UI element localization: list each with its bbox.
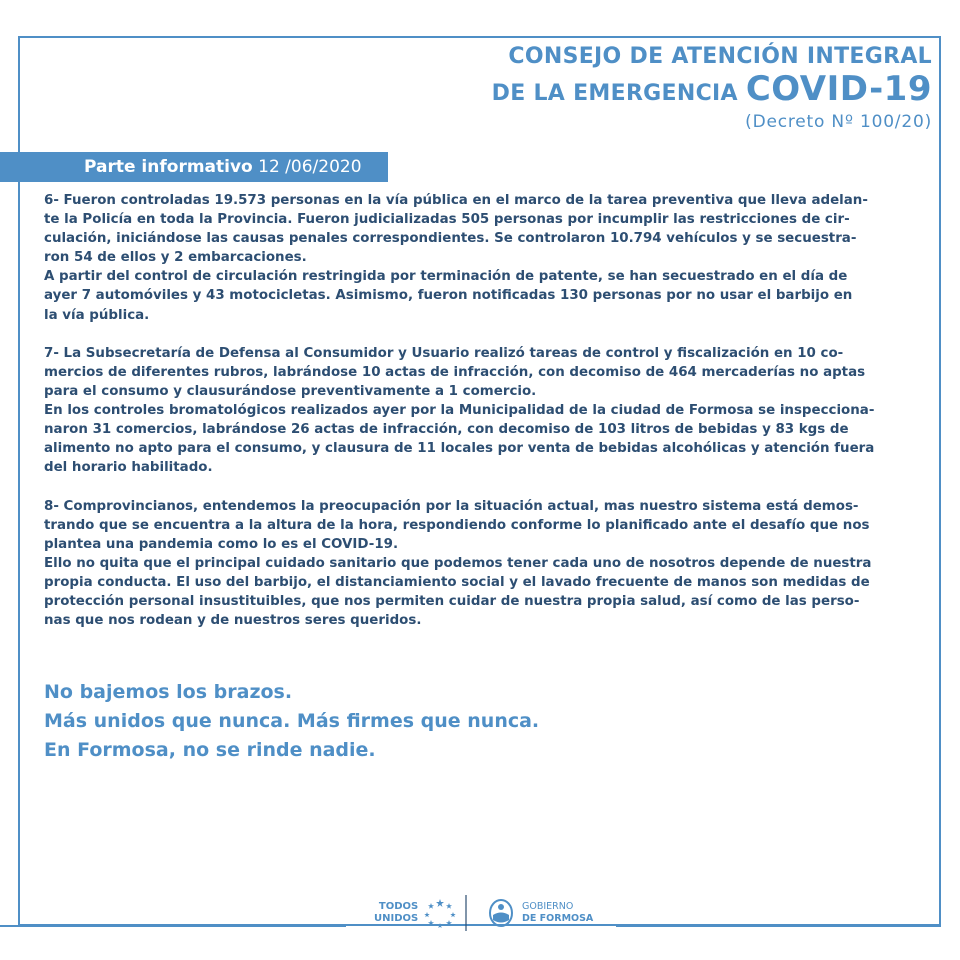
body-line: plantea una pandemia como lo es el COVID-19. <box>44 536 399 552</box>
paragraph-6 <box>44 191 914 325</box>
header-title-line1: CONSEJO DE ATENCIÓN INTEGRAL <box>508 44 932 69</box>
body-line: la vía pública. <box>44 307 150 323</box>
body-line: ron 54 de ellos y 2 embarcaciones. <box>44 250 307 266</box>
body-line: te la Policía en toda la Provincia. Fueron judicializadas 505 personas por incumplir las restricciones de cir- <box>44 212 850 228</box>
shield-icon <box>488 898 514 928</box>
footer-rule-right <box>616 925 941 927</box>
body-line: del horario habilitado. <box>44 460 213 476</box>
header-covid-title: COVID-19 <box>745 69 932 109</box>
todos-label: TODOS <box>378 901 419 912</box>
closing-line: En Formosa, no se rinde nadie. <box>44 739 376 761</box>
body-line: ayer 7 automóviles y 43 motocicletas. Asimismo, fueron notificadas 130 personas por no usar el barbijo en <box>44 288 853 304</box>
closing-line: No bajemos los brazos. <box>44 681 293 703</box>
body-line: naron 31 comercios, labrándose 26 actas de infracción, con decomiso de 103 litros de bebidas y 83 kgs de <box>44 422 849 438</box>
paragraph-7 <box>44 344 914 478</box>
body-line: para el consumo y clausurándose preventivamente a 1 comercio. <box>44 383 537 399</box>
body-line: Ello no quita que el principal cuidado sanitario que podemos tener cada uno de nosotros depende de nuestra <box>44 555 872 571</box>
unidos-label: UNIDOS <box>374 913 419 924</box>
body-line: mercios de diferentes rubros, labrándose 10 actas de infracción, con decomiso de 464 mercaderías no aptas <box>44 364 866 380</box>
decree-reference: (Decreto Nº 100/20) <box>745 112 932 132</box>
formosa-label: DE FORMOSA <box>522 913 594 924</box>
body-line: propia conducta. El uso del barbijo, el distanciamiento social y el lavado frecuente de manos son medidas de <box>44 574 870 590</box>
header-title-prefix: DE LA EMERGENCIA <box>491 81 746 106</box>
body-line: 7- La Subsecretaría de Defensa al Consumidor y Usuario realizó tareas de control y fiscalización en 10 co- <box>44 345 844 361</box>
page-header <box>492 42 932 133</box>
body-line: A partir del control de circulación restringida por terminación de patente, se han secuestrado en el día de <box>44 269 848 285</box>
gobierno-formosa-logo <box>522 901 593 925</box>
footer-rule-left <box>0 925 346 927</box>
logo-divider <box>465 895 467 931</box>
body-line: trando que se encuentra a la altura de la hora, respondiendo conforme lo planificado ante el desafío que nos <box>44 517 870 533</box>
bulletin-body <box>44 191 914 649</box>
bulletin-date: 12 /06/2020 <box>258 157 362 177</box>
body-line: nas que nos rodean y de nuestros seres queridos. <box>44 613 422 629</box>
body-line: alimento no apto para el consumo, y clausura de 11 locales por venta de bebidas alcohólicas y atención fuera <box>44 441 875 457</box>
bulletin-label: Parte informativo <box>84 157 253 177</box>
body-line: culación, iniciándose las causas penales correspondientes. Se controlaron 10.794 vehículos y se secuestra- <box>44 231 857 247</box>
paragraph-8 <box>44 497 914 631</box>
body-line: protección personal insustituibles, que nos permiten cuidar de nuestra propia salud, así como de las perso- <box>44 593 860 609</box>
footer-logos <box>370 893 610 933</box>
body-line: En los controles bromatológicos realizados ayer por la Municipalidad de la ciudad de Formosa se inspecciona- <box>44 403 875 419</box>
body-line: 6- Fueron controladas 19.573 personas en la vía pública en el marco de la tarea preventiva que lleva adelan- <box>44 193 868 208</box>
header-title-line2 <box>491 69 932 111</box>
body-line: 8- Comprovincianos, entendemos la preocupación por la situación actual, mas nuestro sistema está demos- <box>44 498 859 514</box>
closing-message <box>44 678 539 765</box>
stars-icon <box>424 898 456 928</box>
bulletin-bar <box>0 152 388 182</box>
closing-line: Más unidos que nunca. Más firmes que nunca. <box>44 710 540 732</box>
gobierno-label: GOBIERNO <box>522 901 574 912</box>
todos-unidos-logo <box>374 901 418 925</box>
